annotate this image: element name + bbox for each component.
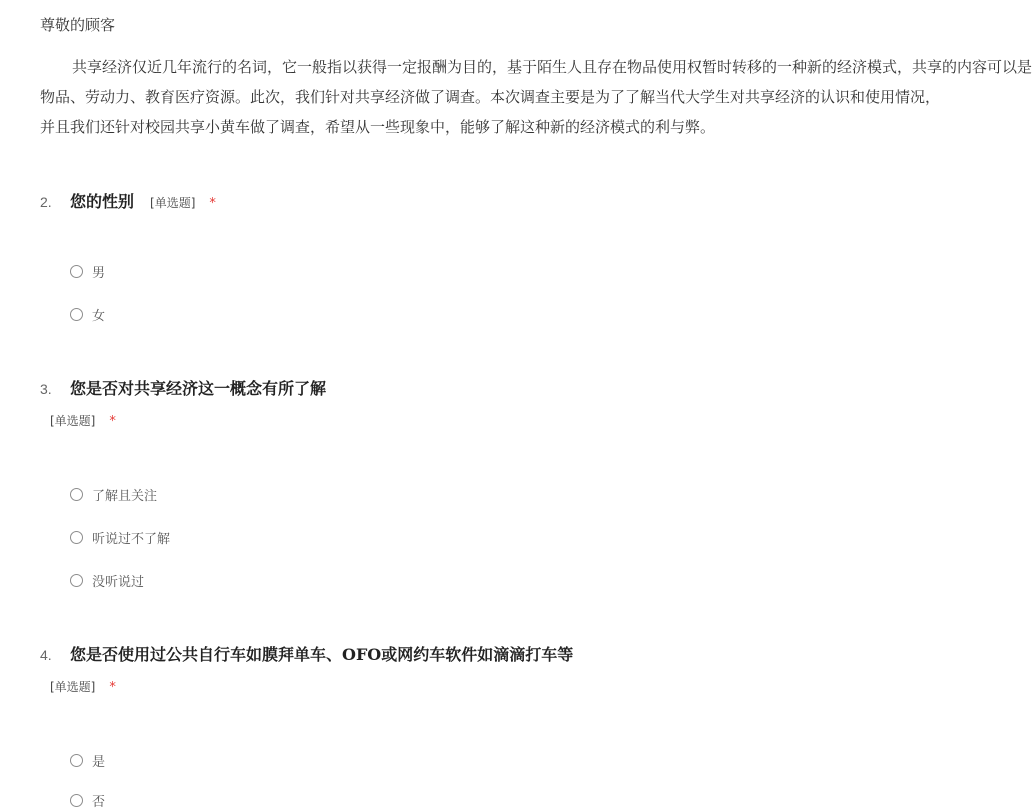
question-title: 您是否使用过公共自行车如膜拜单车、OFO或网约车软件如滴滴打车等 <box>70 645 574 664</box>
radio-circle-icon[interactable] <box>70 754 83 767</box>
option-label: 没听说过 <box>92 574 145 590</box>
option-label: 男 <box>92 265 106 281</box>
radio-circle-icon[interactable] <box>70 794 83 807</box>
question-number: 4. <box>40 647 52 663</box>
intro-line: 并且我们还针对校园共享小黄车做了调查，希望从一些现象中，能够了解这种新的经济模式的利与弊。 <box>40 118 716 136</box>
option-label: 女 <box>92 308 106 324</box>
question-meta <box>40 412 890 432</box>
radio-circle-icon[interactable] <box>70 265 83 278</box>
question-title: 您的性别 <box>70 192 135 211</box>
option-male[interactable] <box>70 261 105 281</box>
required-asterisk: * <box>109 680 116 695</box>
question-meta <box>40 678 890 698</box>
required-asterisk: * <box>109 414 116 429</box>
intro-line: 物品、劳动力、教育医疗资源。此次，我们针对共享经济做了调查。本次调查主要是为了了解当代大学生对共享经济的认识和使用情况， <box>40 88 941 106</box>
survey-intro <box>40 14 1032 142</box>
question-header <box>40 189 890 213</box>
question-type-label: [单选题] <box>50 680 96 694</box>
radio-circle-icon[interactable] <box>70 488 83 501</box>
option-no[interactable] <box>70 790 105 810</box>
option-aware-following[interactable] <box>70 484 157 504</box>
question-gender <box>40 189 890 213</box>
option-label: 是 <box>92 754 106 770</box>
intro-line: 共享经济仅近几年流行的名词，它一般指以获得一定报酬为目的，基于陌生人且存在物品使用权暂时转移的一种新的经济模式，共享的内容可以是 <box>72 58 1032 76</box>
question-title: 您是否对共享经济这一概念有所了解 <box>70 379 327 398</box>
question-usage <box>40 642 890 698</box>
option-heard-not-understand[interactable] <box>70 527 170 547</box>
option-never-heard[interactable] <box>70 570 144 590</box>
question-type-label: [单选题] <box>150 196 196 210</box>
required-asterisk: * <box>209 196 216 211</box>
question-type-label: [单选题] <box>50 414 96 428</box>
question-header <box>40 642 890 666</box>
question-awareness <box>40 376 890 432</box>
question-number: 2. <box>40 194 52 210</box>
radio-circle-icon[interactable] <box>70 308 83 321</box>
option-label: 了解且关注 <box>92 488 158 504</box>
option-female[interactable] <box>70 304 105 324</box>
intro-paragraph <box>40 52 1032 142</box>
greeting-text: 尊敬的顾客 <box>40 16 116 34</box>
question-header <box>40 376 890 400</box>
option-label: 否 <box>92 794 106 810</box>
radio-circle-icon[interactable] <box>70 574 83 587</box>
option-yes[interactable] <box>70 750 105 770</box>
question-number: 3. <box>40 381 52 397</box>
option-label: 听说过不了解 <box>92 531 171 547</box>
radio-circle-icon[interactable] <box>70 531 83 544</box>
